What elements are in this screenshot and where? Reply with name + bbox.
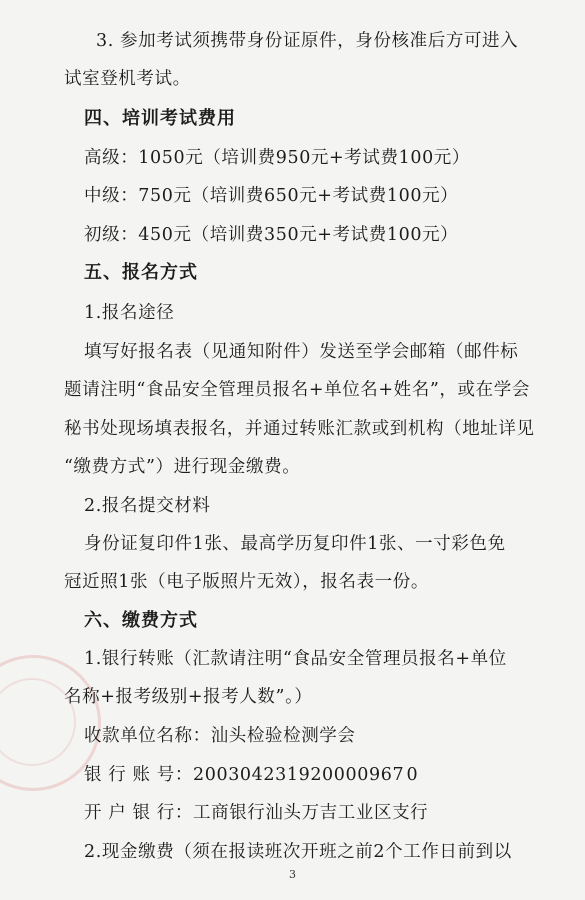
cash-payment-line: 2.现金缴费（须在报读班次开班之前2个工作日前到以 <box>84 842 512 862</box>
exam-id-requirement-line1: 3. 参加考试须携带身份证原件，身份核准后方可进入 <box>96 31 519 51</box>
fee-advanced: 高级：1050元（培训费950元+考试费100元） <box>84 148 471 168</box>
materials-line2: 冠近照1张（电子版照片无效），报名表一份。 <box>64 572 429 592</box>
section-heading-fees: 四、培训考试费用 <box>84 108 236 129</box>
fee-junior: 初级：450元（培训费350元+考试费100元） <box>84 225 459 245</box>
registration-paragraph-line3: 秘书处现场填表报名，并通过转账汇款或到机构（地址详见 <box>64 419 535 439</box>
bank-transfer-line1: 1.银行转账（汇款请注明“食品安全管理员报名+单位 <box>84 649 507 669</box>
materials-line1: 身份证复印件1张、最高学历复印件1张、一寸彩色免 <box>84 534 506 554</box>
section-heading-registration: 五、报名方式 <box>84 262 198 283</box>
bank-transfer-line2: 名称+报考级别+报考人数”。） <box>64 687 313 707</box>
payee-name: 收款单位名称：汕头检验检测学会 <box>84 726 356 746</box>
bank-account-number: 银 行 账 号：200304231920000967 0 <box>84 765 419 785</box>
exam-id-requirement-line2: 试室登机考试。 <box>64 69 191 89</box>
fee-intermediate: 中级：750元（培训费650元+考试费100元） <box>84 186 459 206</box>
registration-paragraph-line1: 填写好报名表（见通知附件）发送至学会邮箱（邮件标 <box>84 342 519 362</box>
registration-paragraph-line4: “缴费方式”）进行现金缴费。 <box>64 457 301 477</box>
registration-paragraph-line2: 题请注明“食品安全管理员报名+单位名+姓名”，或在学会 <box>64 380 530 400</box>
page-number: 3 <box>289 868 296 881</box>
section-heading-payment: 六、缴费方式 <box>84 610 198 631</box>
materials-heading: 2.报名提交材料 <box>84 496 211 516</box>
opening-bank: 开 户 银 行：工商银行汕头万吉工业区支行 <box>84 803 429 823</box>
registration-channel-heading: 1.报名途径 <box>84 303 175 323</box>
